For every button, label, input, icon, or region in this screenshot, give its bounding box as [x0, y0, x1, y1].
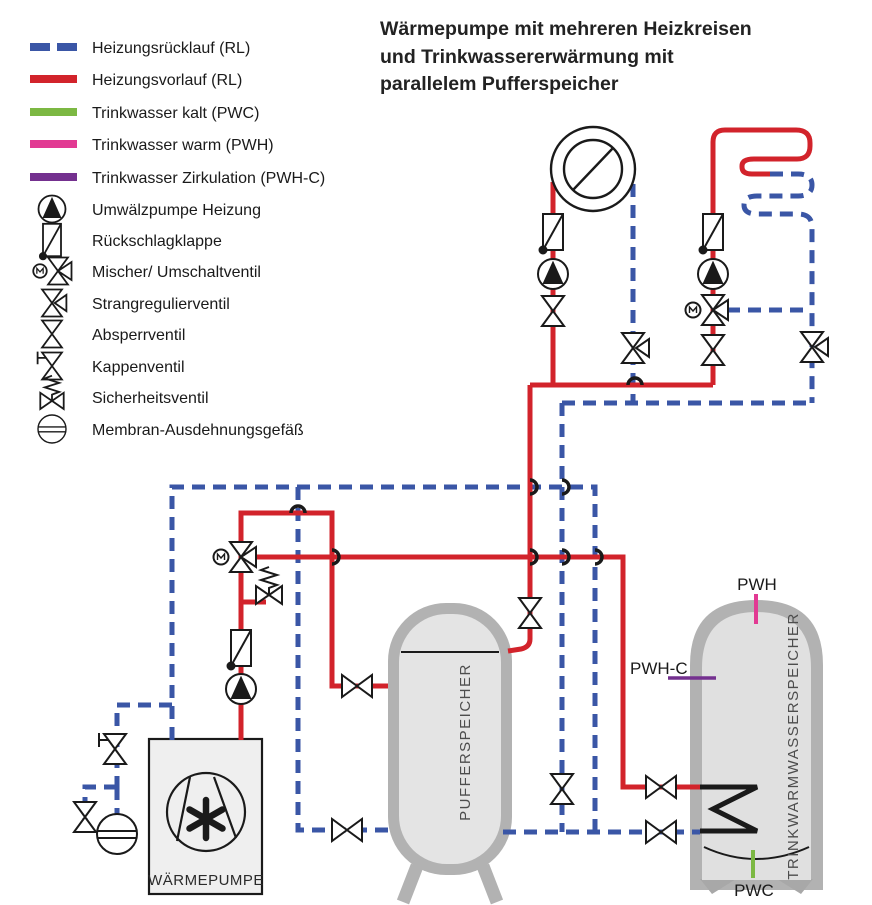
- pwc-label: PWC: [734, 881, 774, 900]
- red-line-chip: [30, 75, 77, 83]
- pwh-label: PWH: [737, 575, 777, 594]
- legend-line-return: [30, 40, 250, 57]
- shutoff-valve-icon: [519, 598, 541, 628]
- pipe-return-buffer-bottom-left: [298, 487, 388, 830]
- mixer-valve-icon: [33, 258, 71, 285]
- pump-icon: [538, 259, 568, 289]
- dhw-tank-label: TRINKWARMWASSERSPEICHER: [785, 612, 802, 880]
- svg-text:Kappenventil: Kappenventil: [92, 359, 185, 376]
- svg-text:Trinkwasser warm (PWH): Trinkwasser warm (PWH): [92, 137, 274, 154]
- heat-pump-label: WÄRMEPUMPE: [148, 872, 264, 889]
- svg-text:Umwälzpumpe Heizung: Umwälzpumpe Heizung: [92, 202, 261, 219]
- legend-line-pwhc: [30, 170, 325, 187]
- pump-icon: [226, 674, 256, 704]
- svg-text:Sicherheitsventil: Sicherheitsventil: [92, 390, 209, 407]
- shutoff-valve-icon: [42, 321, 62, 348]
- dashed-blue-line-chip: [30, 43, 50, 51]
- expansion-vessel-icon: [38, 415, 66, 443]
- safety-valve-icon: [256, 567, 282, 604]
- shutoff-valve-icon: [702, 335, 724, 365]
- line-regulating-valve-icon: [801, 332, 828, 362]
- shutoff-valve-icon: [342, 675, 372, 697]
- shutoff-valve-icon: [551, 774, 573, 804]
- pipe-floor-coil-return: [744, 174, 812, 403]
- legend-line-supply: [30, 72, 242, 89]
- buffer-tank: [388, 603, 512, 902]
- mixer-valve-icon: [686, 295, 729, 325]
- legend-line-pwc: [30, 105, 259, 122]
- pump-icon: [39, 196, 66, 223]
- title-line: parallelem Pufferspeicher: [380, 73, 619, 96]
- shutoff-valve-icon: [332, 819, 362, 841]
- safety-valve-icon: [40, 376, 63, 409]
- radiator-circuit-icon: [551, 127, 635, 211]
- svg-text:Rückschlagklappe: Rückschlagklappe: [92, 233, 222, 250]
- title-line: Wärmepumpe mit mehreren Heizkreisen: [380, 18, 752, 40]
- line-regulating-valve-icon: [622, 333, 649, 363]
- svg-text:Heizungsvorlauf (RL): Heizungsvorlauf (RL): [92, 72, 243, 89]
- svg-text:Trinkwasser kalt (PWC): Trinkwasser kalt (PWC): [92, 105, 260, 122]
- page-title: [380, 16, 860, 99]
- shutoff-valve-icon: [542, 296, 564, 326]
- pipe-crossovers: [291, 378, 642, 564]
- shutoff-valve-icon: [646, 776, 676, 798]
- cap-valve-icon: [99, 733, 126, 764]
- legend: [30, 40, 325, 443]
- heat-pump-unit: [149, 739, 262, 894]
- pipe-buffer-top-feed: [508, 385, 530, 651]
- svg-text:Mischer/ Umschaltventil: Mischer/ Umschaltventil: [92, 264, 261, 281]
- legend-line-pwh: [30, 137, 274, 154]
- svg-text:Strangregulierventil: Strangregulierventil: [92, 296, 230, 313]
- shutoff-valve-icon: [646, 821, 676, 843]
- title-line: und Trinkwassererwärmung mit: [380, 45, 674, 68]
- pwhc-label: PWH-C: [630, 659, 688, 678]
- buffer-tank-label: PUFFERSPEICHER: [457, 663, 474, 821]
- cap-valve-icon: [38, 352, 62, 380]
- check-valve-icon: [40, 224, 61, 260]
- check-valve-icon: [228, 630, 252, 670]
- purple-line-chip: [30, 173, 77, 181]
- check-valve-icon: [540, 214, 564, 254]
- svg-text:Trinkwasser Zirkulation (PWH-C: Trinkwasser Zirkulation (PWH-C): [92, 170, 326, 187]
- line-regulating-valve-icon: [42, 290, 66, 317]
- svg-text:Absperrventil: Absperrventil: [92, 327, 186, 344]
- mixer-valve-icon: [214, 542, 257, 572]
- magenta-line-chip: [30, 140, 77, 148]
- shutoff-valve-icon: [74, 802, 96, 832]
- check-valve-icon: [700, 214, 724, 254]
- svg-text:Membran-Ausdehnungsgefäß: Membran-Ausdehnungsgefäß: [92, 422, 304, 439]
- pump-icon: [698, 259, 728, 289]
- expansion-vessel-icon: [97, 814, 137, 854]
- green-line-chip: [30, 108, 77, 116]
- pipe-circuit2-supply-coil: [713, 130, 810, 385]
- legend-label: Heizungsrücklauf (RL): [92, 40, 251, 57]
